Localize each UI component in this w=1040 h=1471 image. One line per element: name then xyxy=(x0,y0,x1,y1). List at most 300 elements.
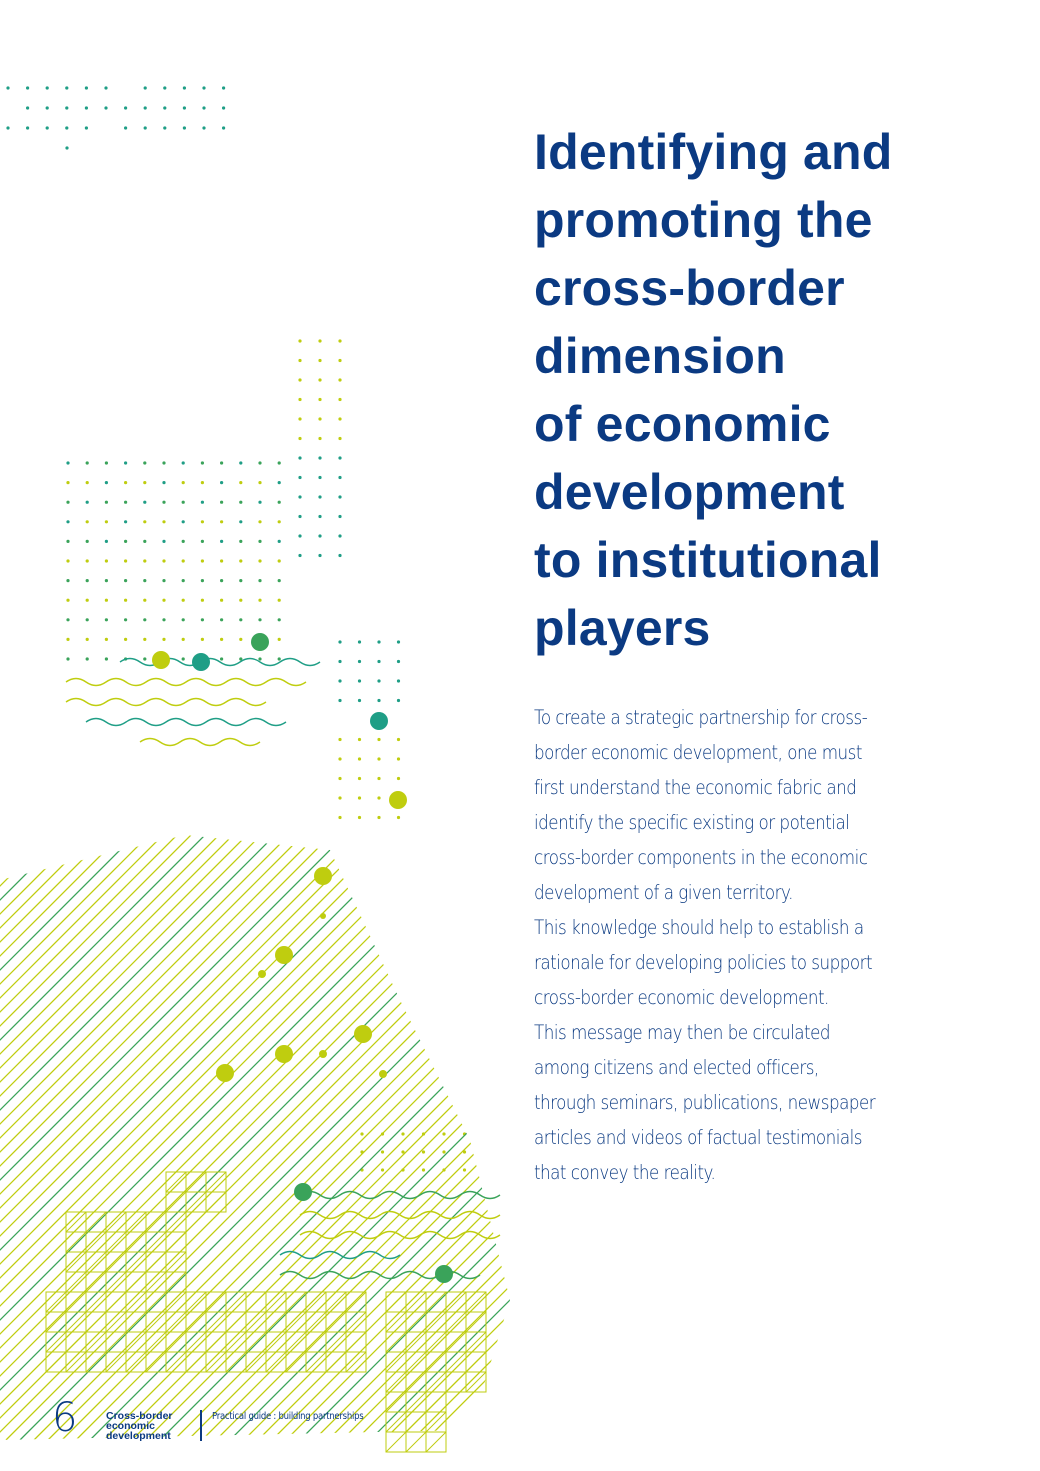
pattern-dot xyxy=(124,540,127,543)
pattern-dot xyxy=(338,777,341,780)
triangle-diagonal xyxy=(226,1332,246,1352)
triangle-diagonal xyxy=(166,1212,186,1232)
diagonal-line xyxy=(0,820,584,1440)
triangle-diagonal xyxy=(466,1292,486,1312)
pattern-dot xyxy=(278,481,281,484)
triangle-diagonal xyxy=(326,1292,346,1312)
diagonal-line xyxy=(0,820,220,1440)
pattern-dot xyxy=(182,638,185,641)
pattern-dot xyxy=(144,126,147,129)
pattern-dot xyxy=(278,540,281,543)
pattern-dot xyxy=(144,106,147,109)
triangle-diagonal xyxy=(206,1292,226,1312)
pattern-dot xyxy=(86,599,89,602)
pattern-dot xyxy=(358,777,361,780)
triangle-diagonal xyxy=(86,1332,106,1352)
pattern-dot xyxy=(143,559,146,562)
triangle-diagonal xyxy=(126,1232,146,1252)
pattern-dot xyxy=(66,657,69,660)
triangle-diagonal xyxy=(66,1232,86,1252)
pattern-dot xyxy=(318,554,321,557)
pattern-dot xyxy=(377,660,380,663)
pattern-dot xyxy=(318,437,321,440)
wave-line xyxy=(300,1212,500,1219)
accent-circle xyxy=(314,867,332,885)
pattern-dot xyxy=(85,86,88,89)
triangle-diagonal xyxy=(426,1292,446,1312)
pattern-dot xyxy=(298,495,301,498)
triangle-diagonal xyxy=(166,1292,186,1312)
wave-line-pattern xyxy=(66,659,500,1279)
pattern-dot xyxy=(162,579,165,582)
triangle-diagonal xyxy=(246,1332,266,1352)
triangle-diagonal xyxy=(406,1332,426,1352)
triangle-diagonal xyxy=(66,1272,86,1292)
pattern-dot xyxy=(86,501,89,504)
pattern-dot xyxy=(163,106,166,109)
pattern-dot xyxy=(278,638,281,641)
accent-circle xyxy=(251,633,269,651)
triangle-diagonal xyxy=(466,1332,486,1352)
triangle-diagonal xyxy=(306,1312,326,1332)
pattern-dot xyxy=(220,657,223,660)
accent-circle xyxy=(389,791,407,809)
triangle-diagonal xyxy=(166,1252,186,1272)
pattern-dot xyxy=(26,106,29,109)
pattern-dot xyxy=(220,618,223,621)
pattern-dot xyxy=(318,359,321,362)
triangle-diagonal xyxy=(66,1252,86,1272)
pattern-dot xyxy=(220,638,223,641)
triangle-diagonal xyxy=(146,1292,166,1312)
pattern-dot xyxy=(377,679,380,682)
triangle-diagonal xyxy=(286,1312,306,1332)
triangle-diagonal xyxy=(426,1412,446,1432)
triangle-diagonal xyxy=(166,1312,186,1332)
pattern-dot xyxy=(124,520,127,523)
title-line: Identifying and xyxy=(534,124,893,180)
pattern-dot xyxy=(377,699,380,702)
pattern-dot xyxy=(162,481,165,484)
pattern-dot xyxy=(298,456,301,459)
pattern-dot xyxy=(338,757,341,760)
pattern-dot xyxy=(86,481,89,484)
pattern-dot xyxy=(318,456,321,459)
pattern-dot xyxy=(162,540,165,543)
triangle-diagonal xyxy=(126,1312,146,1332)
pattern-dot xyxy=(338,417,341,420)
pattern-dot xyxy=(397,640,400,643)
diagonal-line xyxy=(0,820,122,1440)
title-line: to institutional xyxy=(534,532,882,588)
pattern-dot xyxy=(183,126,186,129)
pattern-dot xyxy=(105,501,108,504)
triangle-diagonal xyxy=(186,1312,206,1332)
pattern-dot xyxy=(442,1132,445,1135)
diagonal-line xyxy=(0,820,164,1440)
pattern-dot xyxy=(26,126,29,129)
diagonal-line xyxy=(0,820,500,1440)
pattern-dot xyxy=(278,520,281,523)
pattern-dot xyxy=(298,398,301,401)
triangle-diagonal xyxy=(446,1292,466,1312)
accent-circle xyxy=(258,970,266,978)
pattern-dot xyxy=(338,495,341,498)
triangle-diagonal xyxy=(86,1232,106,1252)
wave-line xyxy=(66,699,266,706)
pattern-dot xyxy=(338,378,341,381)
pattern-dot xyxy=(46,86,49,89)
pattern-dot xyxy=(338,699,341,702)
pattern-dot xyxy=(46,126,49,129)
triangle-diagonal xyxy=(206,1312,226,1332)
pattern-dot xyxy=(201,540,204,543)
pattern-dot xyxy=(183,106,186,109)
wave-line xyxy=(66,679,306,686)
pattern-dot xyxy=(201,501,204,504)
accent-circle xyxy=(354,1025,372,1043)
pattern-dot xyxy=(298,476,301,479)
pattern-dot xyxy=(239,638,242,641)
triangle-diagonal xyxy=(426,1372,446,1392)
pattern-dot xyxy=(66,559,69,562)
pattern-dot xyxy=(143,520,146,523)
pattern-dot xyxy=(182,501,185,504)
triangle-diagonal xyxy=(146,1272,166,1292)
triangle-diagonal xyxy=(86,1212,106,1232)
wave-line xyxy=(120,659,320,666)
pattern-dot xyxy=(201,638,204,641)
pattern-dot xyxy=(143,461,146,464)
pattern-dot xyxy=(220,559,223,562)
triangle-diagonal xyxy=(266,1332,286,1352)
pattern-dot xyxy=(201,618,204,621)
pattern-dot xyxy=(377,816,380,819)
pattern-dot xyxy=(66,501,69,504)
triangle-diagonal xyxy=(106,1352,126,1372)
triangle-diagonal xyxy=(126,1212,146,1232)
accent-circle xyxy=(294,1183,312,1201)
pattern-dot xyxy=(65,86,68,89)
pattern-dot xyxy=(143,638,146,641)
pattern-dot xyxy=(360,1132,363,1135)
pattern-dot xyxy=(397,660,400,663)
brand-line: economic xyxy=(106,1420,156,1432)
diagonal-line xyxy=(0,820,402,1440)
pattern-dot xyxy=(202,86,205,89)
pattern-dot xyxy=(201,520,204,523)
pattern-dot xyxy=(298,554,301,557)
triangle-diagonal xyxy=(106,1312,126,1332)
pattern-dot xyxy=(124,481,127,484)
body-paragraph: To create a strategic partnership for cross-border economic development, one must first understand the economic fabric and identify the specific existing or potential cross-border components in the economic development of a given territory. xyxy=(534,706,868,904)
triangle-diagonal xyxy=(86,1272,106,1292)
triangle-diagonal xyxy=(126,1252,146,1272)
pattern-dot xyxy=(239,540,242,543)
pattern-dot xyxy=(65,126,68,129)
triangle-diagonal xyxy=(126,1292,146,1312)
body-text xyxy=(534,700,878,1190)
pattern-dot xyxy=(278,618,281,621)
pattern-dot xyxy=(202,106,205,109)
pattern-dot xyxy=(65,146,68,149)
triangle-diagonal xyxy=(446,1312,466,1332)
triangle-diagonal xyxy=(126,1352,146,1372)
pattern-dot xyxy=(397,679,400,682)
pattern-dot xyxy=(258,461,261,464)
title-line: cross-border xyxy=(534,260,845,316)
pattern-dot xyxy=(86,461,89,464)
pattern-dot xyxy=(377,738,380,741)
triangle-diagonal xyxy=(426,1312,446,1332)
pattern-dot xyxy=(258,501,261,504)
pattern-dot xyxy=(239,618,242,621)
pattern-dot xyxy=(318,398,321,401)
pattern-dot xyxy=(104,106,107,109)
pattern-dot xyxy=(143,657,146,660)
pattern-dot xyxy=(442,1150,445,1153)
pattern-dot xyxy=(143,501,146,504)
wave-line xyxy=(140,739,260,746)
pattern-dot xyxy=(377,757,380,760)
triangle-diagonal xyxy=(86,1292,106,1312)
accent-circle xyxy=(275,1045,293,1063)
diagonal-line xyxy=(0,820,136,1440)
pattern-dot xyxy=(124,106,127,109)
triangle-diagonal xyxy=(406,1312,426,1332)
pattern-dot xyxy=(220,501,223,504)
triangle-diagonal xyxy=(186,1192,206,1212)
triangle-diagonal xyxy=(246,1352,266,1372)
pattern-dot xyxy=(278,599,281,602)
pattern-dot xyxy=(318,417,321,420)
accent-circles xyxy=(152,633,453,1283)
triangle-diagonal xyxy=(146,1212,166,1232)
pattern-dot xyxy=(183,86,186,89)
pattern-dot xyxy=(397,757,400,760)
triangle-diagonal xyxy=(206,1352,226,1372)
triangle-diagonal xyxy=(426,1352,446,1372)
pattern-dot xyxy=(318,495,321,498)
triangle-diagonal xyxy=(106,1232,126,1252)
pattern-dot xyxy=(6,86,9,89)
triangle-diagonal xyxy=(186,1332,206,1352)
triangle-diagonal xyxy=(266,1312,286,1332)
pattern-dot xyxy=(105,520,108,523)
pattern-dot xyxy=(397,816,400,819)
accent-circle xyxy=(192,653,210,671)
pattern-dot xyxy=(182,520,185,523)
pattern-dot xyxy=(66,599,69,602)
pattern-dot xyxy=(278,559,281,562)
pattern-dot xyxy=(182,540,185,543)
title-line: players xyxy=(534,600,711,656)
pattern-dot xyxy=(66,579,69,582)
pattern-dot xyxy=(318,378,321,381)
triangle-diagonal xyxy=(386,1432,406,1452)
pattern-dot xyxy=(66,481,69,484)
pattern-dot xyxy=(318,476,321,479)
pattern-dot xyxy=(338,437,341,440)
pattern-dot xyxy=(162,501,165,504)
triangle-diagonal xyxy=(146,1332,166,1352)
pattern-dot xyxy=(105,481,108,484)
pattern-dot xyxy=(358,699,361,702)
title-line: dimension xyxy=(534,328,786,384)
pattern-dot xyxy=(397,777,400,780)
dot-grid-pattern xyxy=(6,86,466,1171)
pattern-dot xyxy=(358,679,361,682)
diagonal-line xyxy=(0,820,416,1440)
triangle-diagonal xyxy=(66,1292,86,1312)
pattern-dot xyxy=(124,579,127,582)
pattern-dot xyxy=(358,816,361,819)
triangle-diagonal xyxy=(46,1292,66,1312)
triangle-diagonal xyxy=(426,1432,446,1452)
pattern-dot xyxy=(298,515,301,518)
pattern-dot xyxy=(222,86,225,89)
pattern-dot xyxy=(239,481,242,484)
pattern-dot xyxy=(381,1168,384,1171)
diagonal-line xyxy=(0,820,598,1440)
pattern-dot xyxy=(105,579,108,582)
triangle-diagonal xyxy=(106,1212,126,1232)
triangle-diagonal xyxy=(46,1332,66,1352)
pattern-dot xyxy=(338,359,341,362)
pattern-dot xyxy=(124,599,127,602)
triangle-diagonal xyxy=(306,1292,326,1312)
triangle-diagonal xyxy=(166,1332,186,1352)
pattern-dot xyxy=(239,559,242,562)
triangle-diagonal xyxy=(386,1392,406,1412)
pattern-dot xyxy=(65,106,68,109)
pattern-dot xyxy=(46,106,49,109)
title-line: development xyxy=(534,464,845,520)
pattern-dot xyxy=(358,640,361,643)
pattern-dot xyxy=(124,501,127,504)
pattern-dot xyxy=(66,461,69,464)
triangle-diagonal xyxy=(146,1232,166,1252)
triangle-diagonal xyxy=(346,1312,366,1332)
pattern-dot xyxy=(182,461,185,464)
pattern-dot xyxy=(239,520,242,523)
pattern-dot xyxy=(201,461,204,464)
pattern-dot xyxy=(422,1150,425,1153)
guide-title: Practical guide : building partnerships xyxy=(212,1411,364,1422)
pattern-dot xyxy=(143,599,146,602)
pattern-dot xyxy=(86,540,89,543)
pattern-dot xyxy=(278,501,281,504)
pattern-dot xyxy=(258,618,261,621)
pattern-dot xyxy=(463,1168,466,1171)
pattern-dot xyxy=(358,796,361,799)
triangle-diagonal xyxy=(186,1172,206,1192)
pattern-dot xyxy=(338,738,341,741)
pattern-dot xyxy=(298,339,301,342)
pattern-dot xyxy=(318,515,321,518)
pattern-dot xyxy=(105,657,108,660)
pattern-dot xyxy=(143,618,146,621)
pattern-dot xyxy=(182,599,185,602)
triangle-diagonal xyxy=(246,1312,266,1332)
triangle-diagonal xyxy=(106,1272,126,1292)
brand-line: Cross-border xyxy=(106,1410,173,1422)
pattern-dot xyxy=(298,417,301,420)
pattern-dot xyxy=(124,461,127,464)
triangle-diagonal xyxy=(466,1312,486,1332)
pattern-dot xyxy=(338,679,341,682)
pattern-dot xyxy=(201,559,204,562)
triangle-diagonal xyxy=(386,1352,406,1372)
pattern-dot xyxy=(86,638,89,641)
accent-circle xyxy=(216,1064,234,1082)
wave-line xyxy=(86,719,286,726)
triangle-diagonal xyxy=(286,1292,306,1312)
triangle-diagonal xyxy=(166,1272,186,1292)
pattern-dot xyxy=(162,638,165,641)
pattern-dot xyxy=(182,618,185,621)
pattern-dot xyxy=(381,1150,384,1153)
pattern-dot xyxy=(66,520,69,523)
pattern-dot xyxy=(105,638,108,641)
triangle-diagonal xyxy=(406,1432,426,1452)
pattern-dot xyxy=(258,599,261,602)
pattern-dot xyxy=(26,86,29,89)
pattern-dot xyxy=(318,339,321,342)
diagonal-line xyxy=(0,820,458,1440)
triangle-diagonal xyxy=(106,1332,126,1352)
pattern-dot xyxy=(318,534,321,537)
pattern-dot xyxy=(397,699,400,702)
triangle-diagonal xyxy=(146,1312,166,1332)
triangle-diagonal xyxy=(406,1292,426,1312)
triangle-diagonal xyxy=(326,1332,346,1352)
pattern-dot xyxy=(258,481,261,484)
triangle-diagonal xyxy=(126,1332,146,1352)
accent-circle xyxy=(275,946,293,964)
pattern-dot xyxy=(202,126,205,129)
triangle-diagonal xyxy=(226,1292,246,1312)
triangle-diagonal xyxy=(226,1352,246,1372)
pattern-dot xyxy=(239,461,242,464)
pattern-dot xyxy=(422,1168,425,1171)
triangle-diagonal xyxy=(326,1312,346,1332)
pattern-dot xyxy=(66,618,69,621)
triangle-diagonal xyxy=(86,1252,106,1272)
pattern-dot xyxy=(162,461,165,464)
triangle-diagonal xyxy=(166,1192,186,1212)
triangle-diagonal xyxy=(446,1332,466,1352)
pattern-dot xyxy=(377,640,380,643)
accent-circle xyxy=(370,712,388,730)
pattern-dot xyxy=(105,559,108,562)
pattern-dot xyxy=(144,86,147,89)
pattern-dot xyxy=(182,579,185,582)
pattern-dot xyxy=(162,599,165,602)
triangle-diagonal xyxy=(266,1352,286,1372)
title-line: of economic xyxy=(534,396,831,452)
diagonal-line xyxy=(0,820,276,1440)
pattern-dot xyxy=(104,86,107,89)
diagonal-line xyxy=(0,820,38,1440)
pattern-dot xyxy=(298,378,301,381)
triangle-diagonal xyxy=(146,1352,166,1372)
pattern-dot xyxy=(143,579,146,582)
pattern-dot xyxy=(86,559,89,562)
diagonal-line-pattern xyxy=(0,820,1040,1440)
pattern-dot xyxy=(105,461,108,464)
triangle-diagonal xyxy=(306,1332,326,1352)
